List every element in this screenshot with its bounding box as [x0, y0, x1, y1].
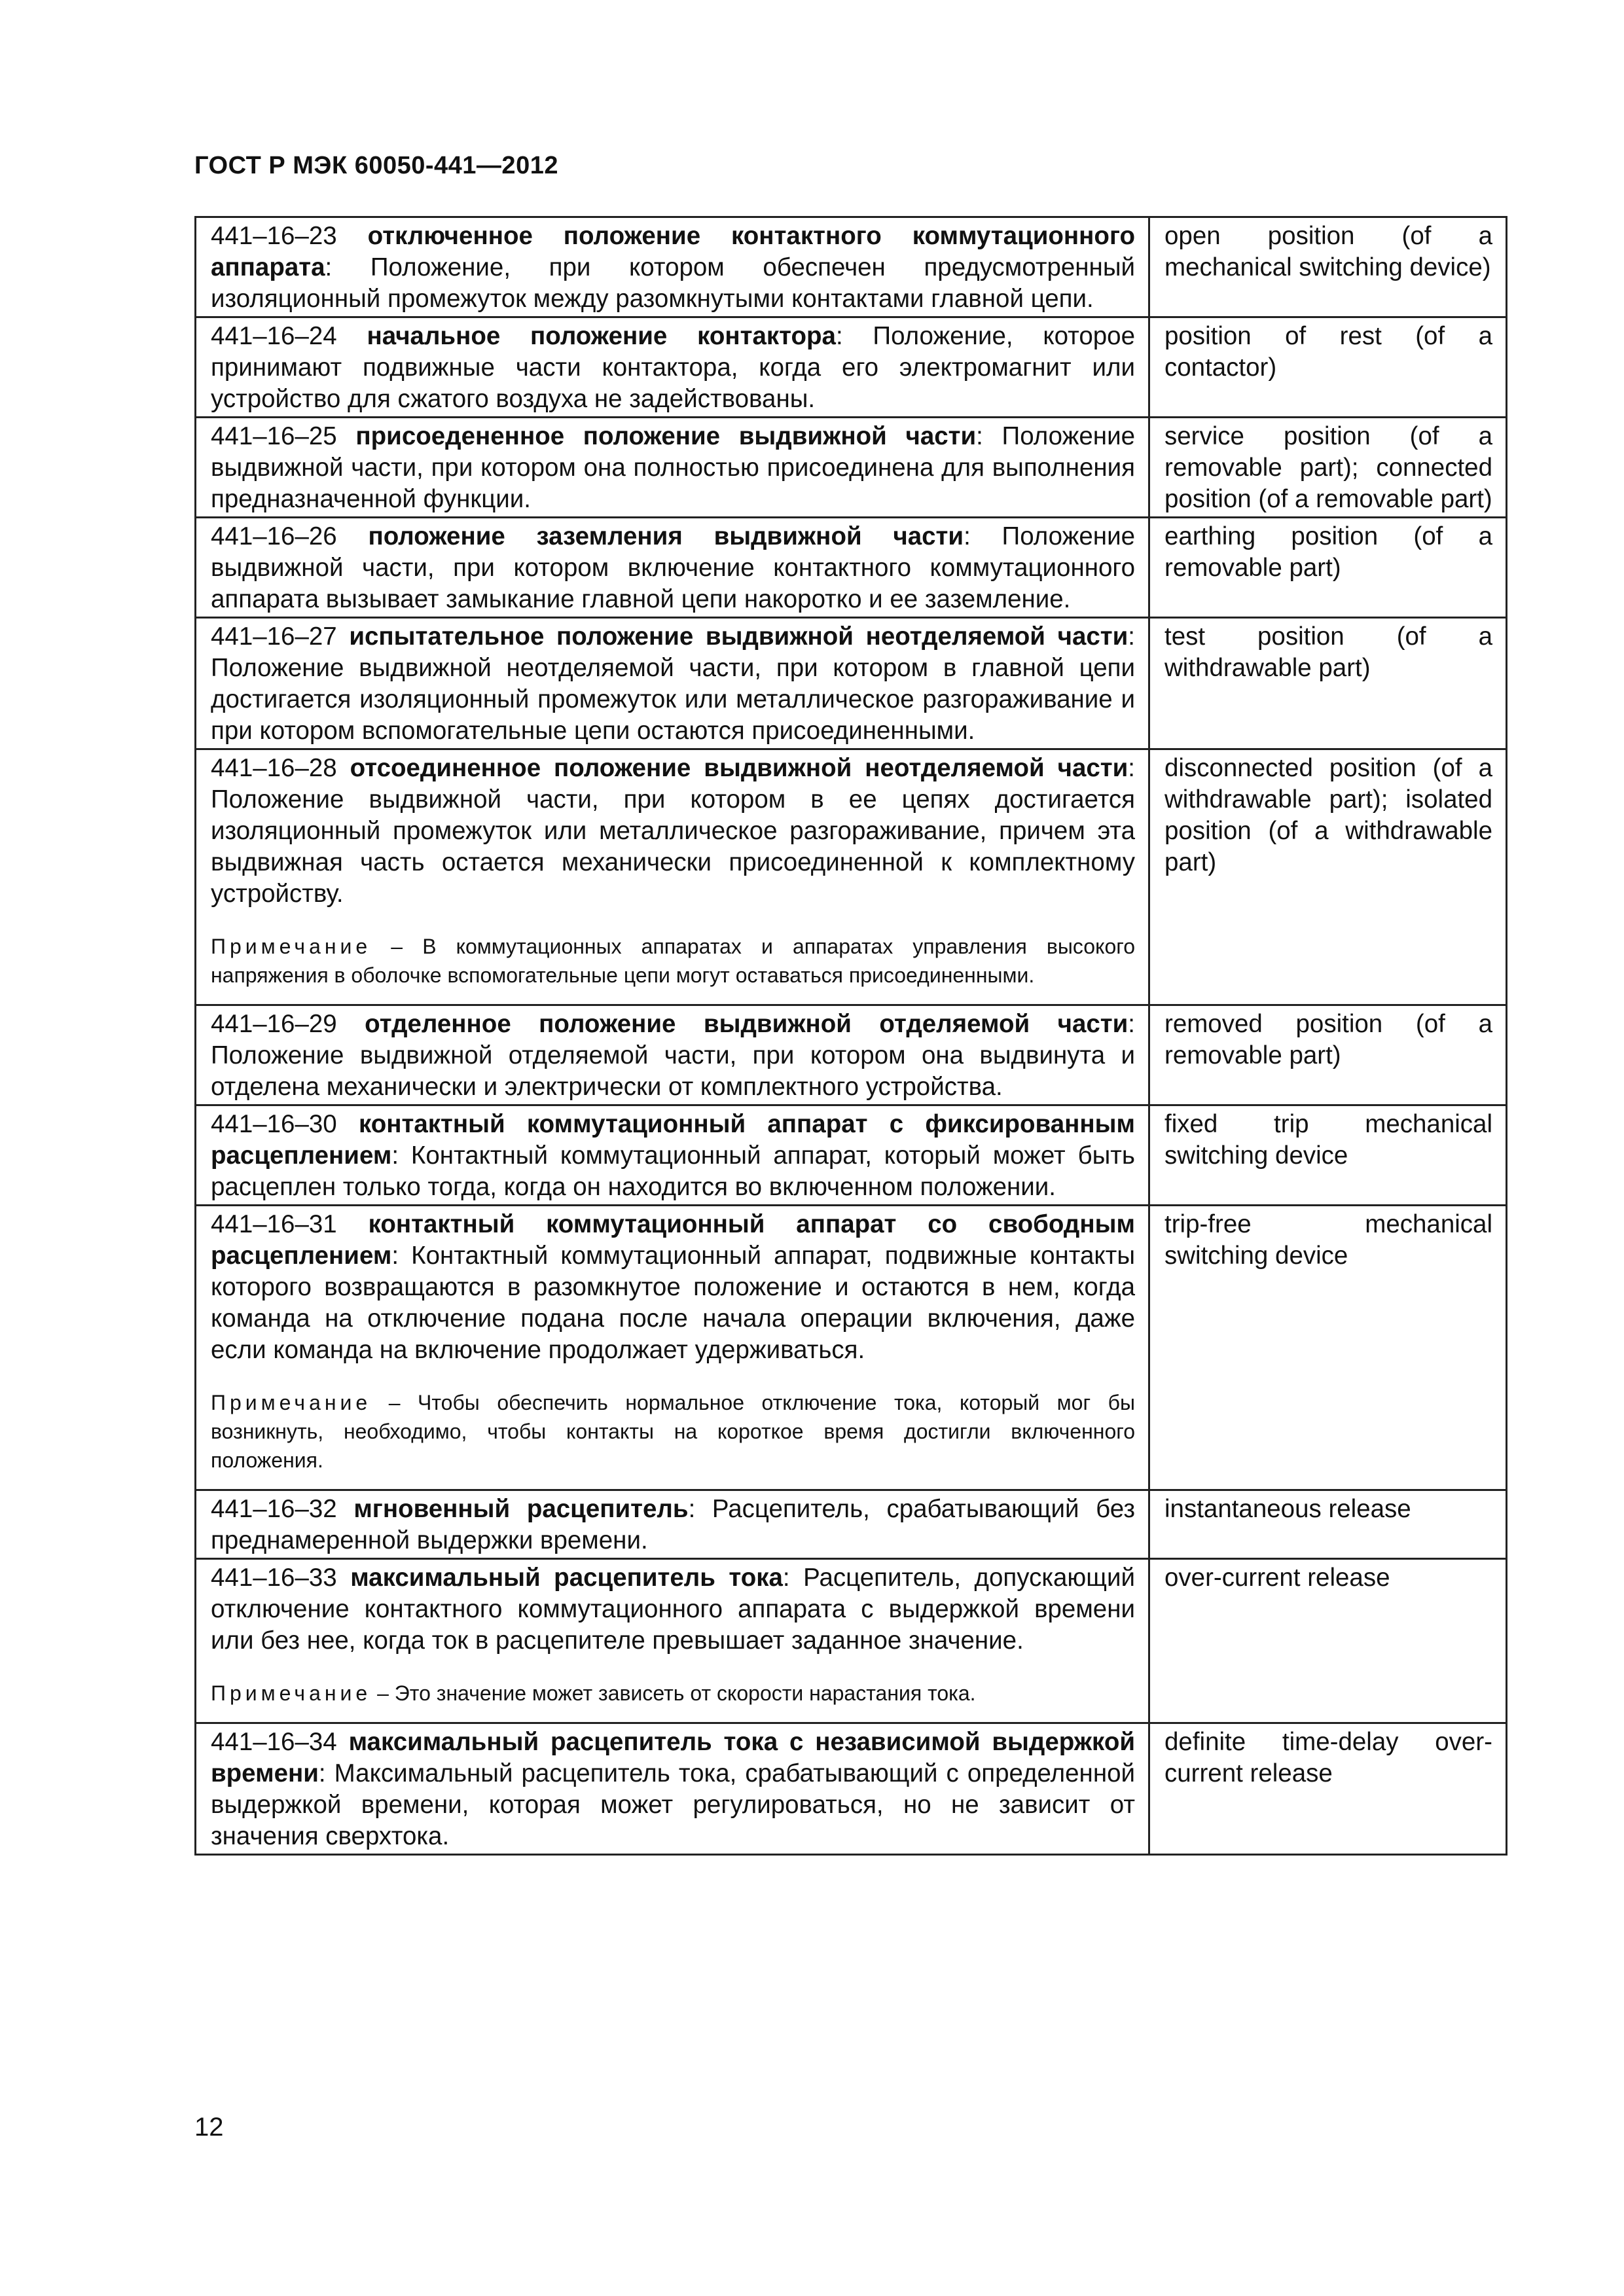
term-title: максимальный расцепитель тока с независимой выдержкой времени [211, 1728, 1135, 1787]
term-row [196, 1005, 1507, 1105]
english-equivalent: earthing position (of a removable part) [1149, 518, 1507, 618]
term-definition-cell [196, 1206, 1149, 1490]
term-definition-cell [196, 1559, 1149, 1723]
term-title: испытательное положение выдвижной неотделяемой части [349, 622, 1128, 651]
term-title: начальное положение контактора [367, 322, 836, 350]
term-definition-cell [196, 217, 1149, 317]
term-number: 441–16–32 [211, 1495, 337, 1523]
term-row [196, 1105, 1507, 1206]
term-title: контактный коммутационный аппарат с фиксированным расцеплением [211, 1110, 1135, 1170]
term-definition: : Положение, которое принимают подвижные части контактора, когда его электромагнит или устройство для сжатого воздуха не задействованы. [211, 322, 1136, 413]
term-paragraph [211, 221, 1135, 315]
term-paragraph [211, 1109, 1135, 1203]
page-number: 12 [194, 2113, 224, 2142]
term-definition: : Положение, при котором обеспечен предусмотренный изоляционный промежуток между разомкнутыми контактами главной цепи. [211, 253, 1135, 313]
english-equivalent: open position (of a mechanical switching device) [1149, 217, 1507, 317]
term-number: 441–16–26 [211, 522, 337, 550]
term-row [196, 518, 1507, 618]
term-paragraph [211, 521, 1135, 615]
english-equivalent: position of rest (of a contactor) [1149, 317, 1507, 418]
term-paragraph [211, 621, 1135, 747]
english-equivalent: instantaneous release [1149, 1490, 1507, 1559]
term-title: максимальный расцепитель тока [350, 1564, 783, 1592]
english-equivalent: disconnected position (of a withdrawable part); isolated position (of a withdrawable part) [1149, 749, 1507, 1005]
term-definition: : Положение выдвижной части, при котором включение контактного коммутационного аппарата вызывает замыкание главной цепи накоротко и ее заземление. [211, 522, 1135, 613]
term-definition-cell [196, 618, 1149, 749]
note-label: Примечание [211, 1391, 372, 1414]
term-definition: : Положение выдвижной отделяемой части, при котором она выдвинута и отделена механически и электрически от комплектного устройства. [211, 1010, 1135, 1101]
term-row [196, 1490, 1507, 1559]
term-row [196, 418, 1507, 518]
term-paragraph [211, 1209, 1135, 1366]
term-row [196, 217, 1507, 317]
term-number: 441–16–29 [211, 1010, 337, 1038]
term-definition: : Положение выдвижной части, при котором в ее цепях достигается изоляционный промежуток или металлическое разгораживание, причем эта выдвижная часть остается механически присоединенной к комплектному устройству. [211, 754, 1135, 908]
terms-table-body [196, 217, 1507, 1855]
term-definition: : Максимальный расцепитель тока, срабатывающий с определенной выдержкой времени, которая может регулироваться, но не зависит от значения сверхтока. [211, 1759, 1135, 1850]
term-row [196, 1559, 1507, 1723]
term-row [196, 618, 1507, 749]
term-number: 441–16–23 [211, 222, 337, 250]
term-definition-cell [196, 1723, 1149, 1855]
note-text: – Это значение может зависеть от скорости нарастания тока. [371, 1681, 976, 1705]
term-definition-cell [196, 518, 1149, 618]
term-paragraph [211, 753, 1135, 910]
term-definition-cell [196, 749, 1149, 1005]
term-number: 441–16–33 [211, 1564, 337, 1592]
term-paragraph [211, 1494, 1135, 1556]
term-row [196, 317, 1507, 418]
term-number: 441–16–24 [211, 322, 337, 350]
term-title: положение заземления выдвижной части [368, 522, 964, 550]
terms-table [194, 216, 1507, 1856]
english-equivalent: over-current release [1149, 1559, 1507, 1723]
note-label: Примечание [211, 935, 372, 958]
term-paragraph [211, 421, 1135, 515]
english-equivalent: service position (of a removable part); connected position (of a removable part) [1149, 418, 1507, 518]
term-note [211, 1679, 1135, 1708]
term-definition-cell [196, 1005, 1149, 1105]
term-title: отсоединенное положение выдвижной неотделяемой части [350, 754, 1128, 782]
term-number: 441–16–34 [211, 1728, 337, 1756]
english-equivalent: fixed trip mechanical switching device [1149, 1105, 1507, 1206]
term-title: отделенное положение выдвижной отделяемой части [365, 1010, 1128, 1038]
term-paragraph [211, 1009, 1135, 1103]
document-header: ГОСТ Р МЭК 60050-441—2012 [194, 152, 558, 179]
term-title: отключенное положение контактного коммутационного аппарата [211, 222, 1135, 281]
english-equivalent: trip-free mechanical switching device [1149, 1206, 1507, 1490]
term-definition: : Положение выдвижной части, при котором она полностью присоединена для выполнения предназначенной функции. [211, 422, 1135, 513]
term-note [211, 1388, 1135, 1475]
term-definition-cell [196, 1105, 1149, 1206]
term-definition: : Расцепитель, допускающий отключение контактного коммутационного аппарата с выдержкой времени или без нее, когда ток в расцепителе превышает заданное значение. [211, 1564, 1135, 1655]
term-number: 441–16–31 [211, 1210, 337, 1238]
english-equivalent: test position (of a withdrawable part) [1149, 618, 1507, 749]
note-label: Примечание [211, 1681, 372, 1705]
term-row [196, 749, 1507, 1005]
term-note [211, 932, 1135, 990]
term-definition: : Контактный коммутационный аппарат, который может быть расцеплен только тогда, когда он находится во включенном положении. [211, 1141, 1135, 1201]
term-number: 441–16–28 [211, 754, 337, 782]
note-text: – В коммутационных аппаратах и аппаратах управления высокого напряжения в оболочке вспомогательные цепи могут оставаться присоединенными. [211, 935, 1135, 987]
term-definition-cell [196, 418, 1149, 518]
term-title: контактный коммутационный аппарат со свободным расцеплением [211, 1210, 1135, 1270]
term-paragraph [211, 1727, 1135, 1852]
term-definition: : Положение выдвижной неотделяемой части, при котором в главной цепи достигается изоляционный промежуток или металлическое разгораживание и при котором вспомогательные цепи остаются присоединенными. [211, 622, 1135, 745]
english-equivalent: definite time-delay over-current release [1149, 1723, 1507, 1855]
term-paragraph [211, 1562, 1135, 1657]
term-number: 441–16–27 [211, 622, 337, 651]
term-title: присоедененное положение выдвижной части [355, 422, 977, 450]
term-row [196, 1723, 1507, 1855]
term-title: мгновенный расцепитель [353, 1495, 689, 1523]
term-paragraph [211, 321, 1135, 415]
term-row [196, 1206, 1507, 1490]
term-definition: : Расцепитель, срабатывающий без преднамеренной выдержки времени. [211, 1495, 1135, 1554]
note-text: – Чтобы обеспечить нормальное отключение тока, который мог бы возникнуть, необходимо, чтобы контакты на короткое время достигли включенного положения. [211, 1391, 1135, 1472]
term-definition-cell [196, 1490, 1149, 1559]
term-number: 441–16–30 [211, 1110, 337, 1138]
term-definition-cell [196, 317, 1149, 418]
english-equivalent: removed position (of a removable part) [1149, 1005, 1507, 1105]
term-definition: : Контактный коммутационный аппарат, подвижные контакты которого возвращаются в разомкнутое положение и остаются в нем, когда команда на отключение подана после начала операции включения, даже если команда на включение продолжает удерживаться. [211, 1242, 1135, 1364]
term-number: 441–16–25 [211, 422, 337, 450]
